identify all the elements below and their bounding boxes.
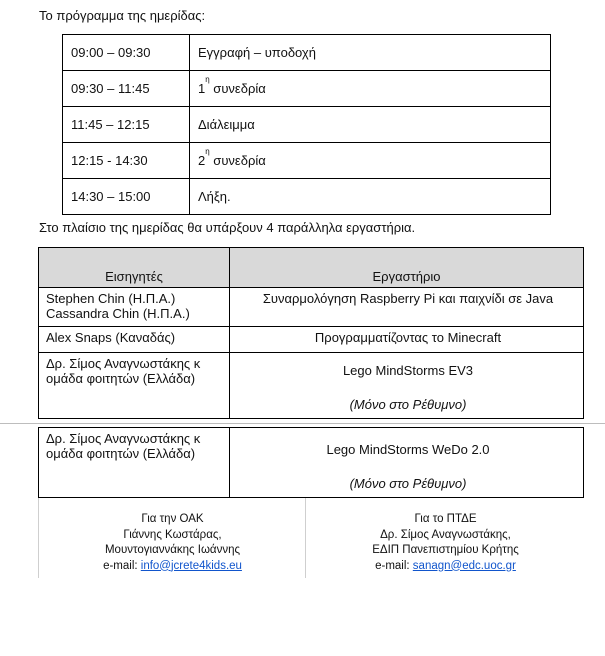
program-intro: Το πρόγραμμα της ημερίδας: bbox=[39, 8, 206, 23]
table-row bbox=[39, 353, 584, 419]
workshop-title: Lego MindStorms EV3 bbox=[342, 363, 474, 378]
workshops-table-continued bbox=[38, 427, 584, 498]
table-row bbox=[63, 143, 551, 179]
schedule-event: Λήξη. bbox=[190, 179, 551, 215]
speaker-name: Alex Snaps (Καναδάς) bbox=[46, 330, 176, 345]
table-row bbox=[63, 71, 551, 107]
schedule-table bbox=[62, 34, 551, 215]
email-link[interactable]: sanagn@edc.uoc.gr bbox=[412, 559, 516, 572]
footer-contact-left bbox=[38, 498, 306, 578]
contact-org: Για το ΠΤΔΕ bbox=[414, 513, 477, 525]
table-row bbox=[63, 179, 551, 215]
session-label: συνεδρία bbox=[209, 81, 266, 96]
email-label: e-mail: bbox=[103, 559, 141, 572]
speakers-cell bbox=[39, 288, 230, 327]
speaker-name: ομάδα φοιτητών (Ελλάδα) bbox=[46, 371, 196, 386]
table-row bbox=[39, 327, 584, 353]
email-label: e-mail: bbox=[375, 559, 413, 572]
ordinal-suffix: η bbox=[205, 147, 210, 156]
contact-email-line bbox=[306, 559, 585, 575]
table-header-row bbox=[39, 248, 584, 288]
table-row bbox=[63, 107, 551, 143]
speakers-cell bbox=[39, 428, 230, 498]
workshop-cell bbox=[230, 353, 584, 419]
speaker-name: Cassandra Chin (Η.Π.Α.) bbox=[46, 306, 190, 321]
ordinal-suffix: η bbox=[205, 75, 210, 84]
workshop-title: Lego MindStorms WeDo 2.0 bbox=[326, 442, 490, 457]
schedule-event bbox=[190, 143, 551, 179]
schedule-time: 12:15 - 14:30 bbox=[63, 143, 190, 179]
contact-name: Μουντογιαννάκης Ιωάννης bbox=[104, 544, 241, 556]
workshops-note: Στο πλαίσιο της ημερίδας θα υπάρξουν 4 παράλληλα εργαστήρια. bbox=[39, 220, 416, 235]
schedule-time: 11:45 – 12:15 bbox=[63, 107, 190, 143]
workshop-location-note: (Μόνο στο Ρέθυμνο) bbox=[349, 476, 467, 491]
table-row bbox=[63, 35, 551, 71]
schedule-time: 09:30 – 11:45 bbox=[63, 71, 190, 107]
email-link[interactable]: info@jcrete4kids.eu bbox=[140, 559, 242, 572]
contact-name: Δρ. Σίμος Αναγνωστάκης, bbox=[380, 528, 511, 541]
schedule-event: Διάλειμμα bbox=[190, 107, 551, 143]
workshop-title: Προγραμματίζοντας το Minecraft bbox=[314, 330, 502, 345]
schedule-event bbox=[190, 71, 551, 107]
workshop-title: Συναρμολόγηση Raspberry Pi και παιχνίδι σε Java bbox=[262, 291, 554, 306]
schedule-time: 14:30 – 15:00 bbox=[63, 179, 190, 215]
header-speakers: Εισηγητές bbox=[39, 248, 230, 288]
table-row bbox=[39, 288, 584, 327]
schedule-time: 09:00 – 09:30 bbox=[63, 35, 190, 71]
contact-name: Γιάννης Κωστάρας, bbox=[123, 528, 222, 541]
workshop-location-note: (Μόνο στο Ρέθυμνο) bbox=[349, 397, 467, 412]
workshops-table bbox=[38, 247, 584, 419]
contact-org: Για την ΟΑΚ bbox=[141, 513, 204, 525]
page-break-line bbox=[0, 423, 605, 424]
schedule-event: Εγγραφή – υποδοχή bbox=[190, 35, 551, 71]
speaker-name: Stephen Chin (Η.Π.Α.) bbox=[46, 291, 176, 306]
workshop-cell bbox=[230, 288, 584, 327]
speaker-name: Δρ. Σίμος Αναγνωστάκης κ bbox=[46, 431, 201, 446]
session-number: 2 bbox=[198, 153, 206, 168]
workshop-cell bbox=[230, 428, 584, 498]
speaker-name: ομάδα φοιτητών (Ελλάδα) bbox=[46, 446, 196, 461]
speaker-name: Δρ. Σίμος Αναγνωστάκης κ bbox=[46, 356, 201, 371]
speakers-cell bbox=[39, 327, 230, 353]
contact-name: ΕΔΙΠ Πανεπιστημίου Κρήτης bbox=[372, 544, 519, 556]
session-number: 1 bbox=[198, 81, 206, 96]
contact-email-line bbox=[39, 559, 306, 575]
session-label: συνεδρία bbox=[209, 153, 266, 168]
header-workshop: Εργαστήριο bbox=[230, 248, 584, 288]
table-row bbox=[39, 428, 584, 498]
workshop-cell bbox=[230, 327, 584, 353]
speakers-cell bbox=[39, 353, 230, 419]
footer-contact-right bbox=[305, 498, 585, 578]
